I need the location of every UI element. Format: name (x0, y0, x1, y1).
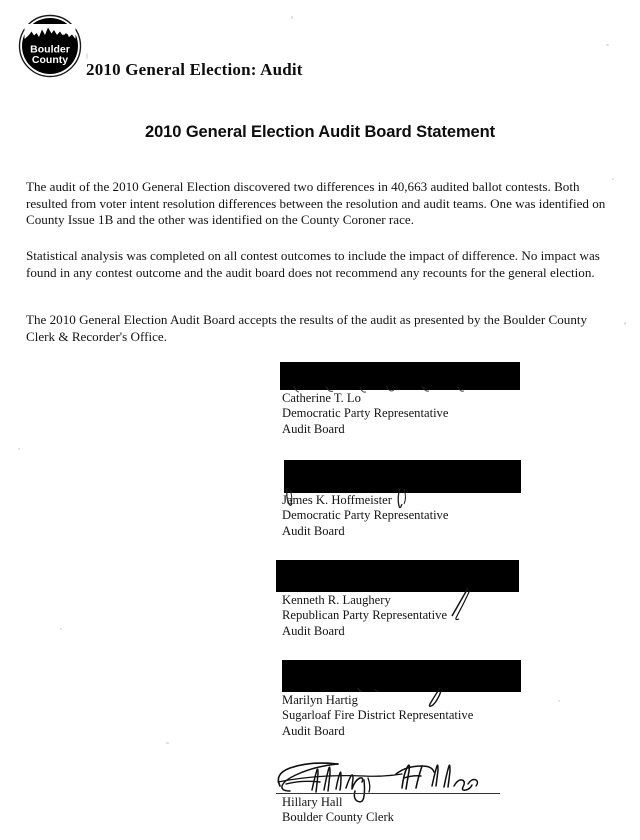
clerk-title: Boulder County Clerk (282, 810, 394, 825)
signature-caption (282, 693, 473, 739)
signature-caption (282, 391, 448, 437)
header-title: 2010 General Election: Audit (86, 60, 303, 79)
signatory-board: Audit Board (282, 421, 345, 436)
logo-line-1: Boulder (30, 43, 70, 56)
page-title: 2010 General Election Audit Board Statement (145, 123, 495, 141)
paragraph-findings: The audit of the 2010 General Election discovered two differences in 40,663 audited ballot contests. Both resulted from voter intent resolution differences between the resolution and audit teams. One was identified on County Issue 1B and the other was identified on the County Coroner race. (26, 179, 606, 228)
paragraph-statistical-analysis: Statistical analysis was completed on all contest outcomes to include the impact of difference. No impact was found in any contest outcome and the audit board does not recommend any recounts for the general election. (26, 248, 600, 280)
signatory-role: Democratic Party Representative (282, 406, 449, 421)
signatory-role: Sugarloaf Fire District Representative (282, 708, 474, 723)
redaction-bar (284, 460, 521, 493)
paragraph-acceptance: The 2010 General Election Audit Board accepts the results of the audit as presented by the Boulder County Clerk & Recorder's Office. (26, 312, 588, 344)
signatory-role: Republican Party Representative (282, 608, 448, 623)
signatory-board: Audit Board (282, 523, 345, 538)
clerk-signature-caption (282, 795, 394, 826)
document-header (18, 14, 618, 80)
signature-caption (282, 493, 448, 539)
signatory-name: Catherine T. Lo (282, 391, 361, 405)
logo-line-2: County (31, 54, 69, 66)
clerk-name: Hillary Hall (282, 795, 343, 809)
signature-ink-remnant (440, 588, 490, 623)
signature-caption (282, 593, 447, 639)
signatory-board: Audit Board (282, 723, 345, 738)
signature-line (276, 793, 500, 794)
signatory-role: Democratic Party Representative (282, 508, 449, 523)
redaction-bar (276, 560, 519, 592)
boulder-county-seal-logo (18, 14, 82, 78)
signatory-board: Audit Board (282, 623, 345, 638)
signatory-name: Marilyn Hartig (282, 693, 358, 707)
redaction-bar (282, 660, 521, 692)
redaction-bar (280, 362, 520, 390)
signatory-name: James K. Hoffmeister (282, 493, 392, 507)
signatory-name: Kenneth R. Laughery (282, 593, 391, 607)
